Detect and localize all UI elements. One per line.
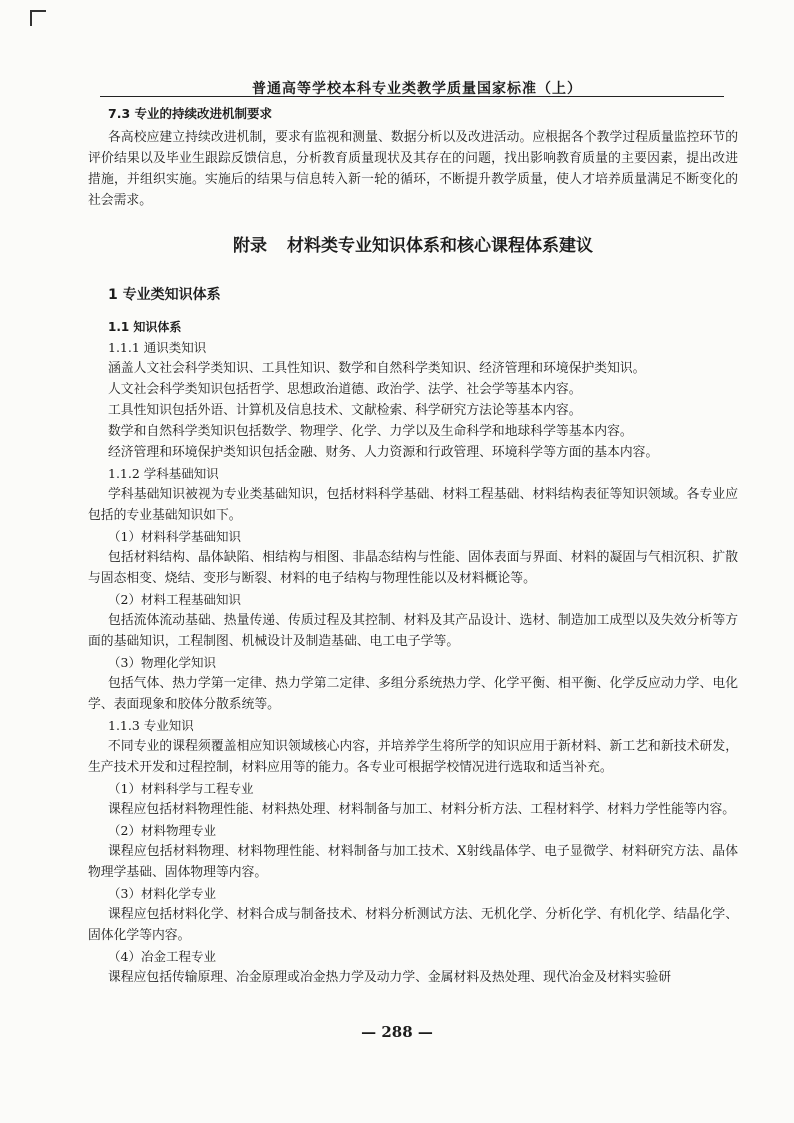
list-item-text: 包括材料结构、晶体缺陷、相结构与相图、非晶态结构与性能、固体表面与界面、材料的凝固与气相沉积、扩散与固态相变、烧结、变形与断裂、材料的电子结构与物理性能以及材料概论等。 bbox=[88, 550, 738, 586]
running-header: 普通高等学校本科专业类教学质量国家标准（上） bbox=[252, 81, 582, 97]
section-1-1-1-heading: 1.1.1 通识类知识 bbox=[108, 340, 207, 355]
list-item-text: 包括气体、热力学第一定律、热力学第二定律、多组分系统热力学、化学平衡、相平衡、化学反应动力学、电化学、表面现象和胶体分散系统等。 bbox=[88, 676, 738, 712]
list-item-label: （3）材料化学专业 bbox=[108, 886, 216, 901]
list-item-text: 课程应包括材料物理、材料物理性能、材料制备与加工技术、X射线晶体学、电子显微学、材料研究方法、晶体物理学基础、固体物理等内容。 bbox=[88, 844, 738, 880]
appendix-title bbox=[88, 231, 738, 261]
section-1-1-2-intro: 学科基础知识被视为专业类基础知识，包括材料科学基础、材料工程基础、材料结构表征等知识领域。各专业应包括的专业基础知识如下。 bbox=[88, 487, 738, 523]
list-item-label: （4）冶金工程专业 bbox=[108, 949, 216, 964]
list-item-label: （2）材料工程基础知识 bbox=[108, 592, 241, 607]
general-knowledge-line: 数学和自然科学类知识包括数学、物理学、化学、力学以及生命科学和地球科学等基本内容。 bbox=[108, 424, 633, 439]
list-item-label: （3）物理化学知识 bbox=[108, 655, 216, 670]
list-item-label: （2）材料物理专业 bbox=[108, 823, 216, 838]
section-7-3-paragraph: 各高校应建立持续改进机制，要求有监视和测量、数据分析以及改进活动。应根据各个教学过程质量监控环节的评价结果以及毕业生跟踪反馈信息，分析教育质量现状及其存在的问题，找出影响教育质量的主要因素，提出改进措施，并组织实施。实施后的结果与信息转入新一轮的循环，不断提升教学质量，使人才培养质量满足不断变化的社会需求。 bbox=[88, 130, 738, 208]
list-item-text: 课程应包括材料化学、材料合成与制备技术、材料分析测试方法、无机化学、分析化学、有机化学、结晶化学、固体化学等内容。 bbox=[88, 907, 738, 943]
section-1-1-heading: 1.1 知识体系 bbox=[108, 320, 182, 334]
list-item-text: 包括流体流动基础、热量传递、传质过程及其控制、材料及其产品设计、选材、制造加工成型以及失效分析等方面的基础知识，工程制图、机械设计及制造基础、电工电子学等。 bbox=[88, 613, 738, 649]
general-knowledge-line: 涵盖人文社会科学类知识、工具性知识、数学和自然科学类知识、经济管理和环境保护类知识。 bbox=[108, 361, 646, 376]
section-7-3-heading: 7.3 专业的持续改进机制要求 bbox=[108, 106, 272, 121]
appendix-label: 附录 bbox=[233, 236, 267, 256]
section-1-1-3-intro: 不同专业的课程须覆盖相应知识领域核心内容，并培养学生将所学的知识应用于新材料、新工艺和新技术研发，生产技术开发和过程控制，材料应用等的能力。各专业可根据学校情况进行选取和适当补充。 bbox=[88, 739, 738, 775]
page-content bbox=[88, 101, 738, 988]
general-knowledge-line: 工具性知识包括外语、计算机及信息技术、文献检索、科学研究方法论等基本内容。 bbox=[108, 403, 582, 418]
appendix-title-text: 材料类专业知识体系和核心课程体系建议 bbox=[287, 236, 593, 256]
header-rule bbox=[100, 96, 724, 97]
list-item-label: （1）材料科学与工程专业 bbox=[108, 781, 254, 796]
section-1-heading: 1 专业类知识体系 bbox=[108, 287, 221, 303]
list-item-text: 课程应包括材料物理性能、材料热处理、材料制备与加工、材料分析方法、工程材料学、材料力学性能等内容。 bbox=[108, 802, 736, 817]
section-1-1-2-heading: 1.1.2 学科基础知识 bbox=[108, 466, 219, 481]
crop-mark bbox=[30, 10, 46, 26]
page-number: — 288 — bbox=[361, 1023, 433, 1041]
section-1-1-3-heading: 1.1.3 专业知识 bbox=[108, 718, 194, 733]
general-knowledge-line: 经济管理和环境保护类知识包括金融、财务、人力资源和行政管理、环境科学等方面的基本内容。 bbox=[108, 445, 659, 460]
list-item-label: （1）材料科学基础知识 bbox=[108, 529, 241, 544]
general-knowledge-line: 人文社会科学类知识包括哲学、思想政治道德、政治学、法学、社会学等基本内容。 bbox=[108, 382, 582, 397]
list-item-text: 课程应包括传输原理、冶金原理或冶金热力学及动力学、金属材料及热处理、现代冶金及材料实验研 bbox=[108, 970, 672, 985]
